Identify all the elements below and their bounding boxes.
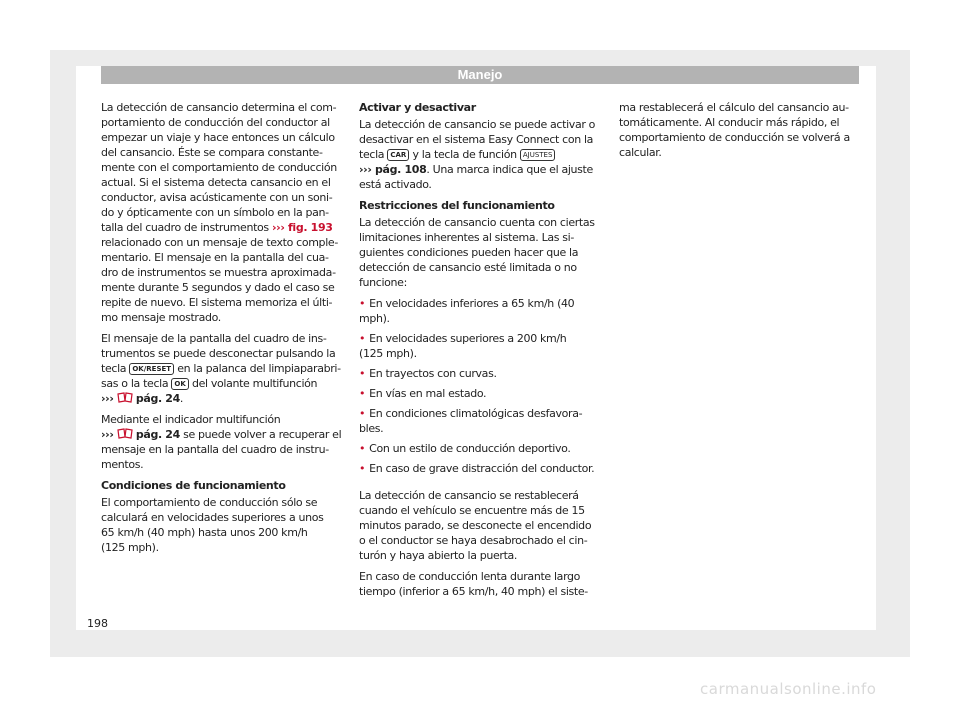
paragraph-conditions xyxy=(101,495,346,555)
bullet-icon: • xyxy=(359,462,366,475)
paragraph-continued xyxy=(619,100,864,160)
text-line xyxy=(101,220,346,235)
text-line: La detección de cansancio cuenta con ciertas xyxy=(359,216,595,229)
bullet-list xyxy=(359,296,604,476)
ok-reset-key: OK/RESET xyxy=(129,363,174,375)
text-line: cuando el vehículo se encuentre más de 15 xyxy=(359,504,585,517)
text-line: Mediante el indicador multifunción xyxy=(101,413,281,426)
text-line: empezar un viaje y hace entonces un cálculo xyxy=(101,131,335,144)
text-line: está activado. xyxy=(359,178,432,191)
ajustes-key: AJUSTES xyxy=(520,149,556,161)
text-line: En caso de conducción lenta durante largo xyxy=(359,570,581,583)
column-1 xyxy=(101,100,346,555)
text-line: calcular. xyxy=(619,146,662,159)
column-3 xyxy=(619,100,864,160)
car-key: CAR xyxy=(387,149,409,161)
page-link[interactable]: pág. 24 xyxy=(135,392,180,405)
text-fragment: del volante multifunción xyxy=(191,377,318,390)
text-line: mph). xyxy=(359,312,390,325)
ok-key: OK xyxy=(171,378,188,390)
text-fragment: tecla xyxy=(359,148,385,161)
text-fragment: En caso de grave distracción del conductor. xyxy=(369,462,595,475)
text-fragment: En velocidades inferiores a 65 km/h (40 xyxy=(369,297,575,310)
list-item xyxy=(359,441,604,456)
text-line: ››› pág. 24 se puede volver a recuperar el xyxy=(101,428,342,441)
list-item xyxy=(359,386,604,401)
text-line: portamiento de conducción del conductor al xyxy=(101,116,330,129)
text-line xyxy=(101,361,346,376)
text-fragment: En vías en mal estado. xyxy=(369,387,487,400)
page-link[interactable]: pág. 24 xyxy=(135,428,180,441)
text-line: limitaciones inherentes al sistema. Las si- xyxy=(359,231,574,244)
list-item xyxy=(359,366,604,381)
text-line: detección de cansancio esté limitada o no xyxy=(359,261,577,274)
paragraph-activate xyxy=(359,117,604,192)
text-line: comportamiento de conducción se volverá a xyxy=(619,131,850,144)
text-line: La detección de cansancio se puede activar o xyxy=(359,118,596,131)
text-line: ma restablecerá el cálculo del cansancio au- xyxy=(619,101,849,114)
bullet-icon: • xyxy=(359,332,366,345)
ref-arrows: ››› xyxy=(101,392,114,405)
text-line: mente con el comportamiento de conducción xyxy=(101,161,337,174)
text-line: turón y haya abierto la puerta. xyxy=(359,549,518,562)
text-fragment: tecla xyxy=(101,362,127,375)
text-line: (125 mph). xyxy=(359,347,417,360)
paragraph-intro xyxy=(101,100,346,325)
text-line: o el conductor se haya desabrochado el cin- xyxy=(359,534,588,547)
bullet-icon: • xyxy=(359,442,366,455)
list-item xyxy=(359,331,604,361)
text-line: La detección de cansancio se restablecerá xyxy=(359,489,579,502)
text-line: tomáticamente. Al conducir más rápido, el xyxy=(619,116,840,129)
text-fragment: se puede volver a recuperar el xyxy=(183,428,342,441)
text-line: guientes condiciones pueden hacer que la xyxy=(359,246,579,259)
column-2 xyxy=(359,100,604,599)
text-fragment: . Una marca indica que el ajuste xyxy=(426,163,593,176)
heading-restrictions: Restricciones del funcionamiento xyxy=(359,199,555,212)
paragraph-disconnect xyxy=(101,331,346,406)
section-header: Manejo xyxy=(101,66,859,84)
text-line: actual. Si el sistema detecta cansancio en el xyxy=(101,176,331,189)
text-line: desactivar en el sistema Easy Connect con la xyxy=(359,133,594,146)
text-fragment: y la tecla de función xyxy=(412,148,517,161)
watermark: carmanualsonline.info xyxy=(700,680,877,698)
text-line: (125 mph). xyxy=(101,541,159,554)
list-item xyxy=(359,406,604,436)
text-line: conductor, avisa acústicamente con un soni- xyxy=(101,191,333,204)
text-line: mente durante 5 segundos y dado el caso se xyxy=(101,281,335,294)
text-line: 65 km/h (40 mph) hasta unos 200 km/h xyxy=(101,526,308,539)
text-line xyxy=(101,376,346,391)
text-line xyxy=(359,147,604,162)
text-line: mentario. El mensaje en la pantalla del cua- xyxy=(101,251,329,264)
text-line: La detección de cansancio determina el com- xyxy=(101,101,337,114)
text-line: ››› pág. 24. xyxy=(101,392,184,405)
page-number: 198 xyxy=(87,617,108,630)
paragraph-slow-driving xyxy=(359,569,604,599)
text-line: funcione: xyxy=(359,276,407,289)
paragraph-recover xyxy=(101,412,346,472)
text-line: bles. xyxy=(359,422,384,435)
text-line: dro de instrumentos se muestra aproximada- xyxy=(101,266,336,279)
text-line: do y ópticamente con un símbolo en la pan- xyxy=(101,206,329,219)
bullet-icon: • xyxy=(359,367,366,380)
text-fragment: En trayectos con curvas. xyxy=(369,367,497,380)
book-icon xyxy=(117,427,133,439)
paragraph-restrictions xyxy=(359,215,604,290)
text-fragment: en la palanca del limpiaparabri- xyxy=(177,362,341,375)
heading-activate: Activar y desactivar xyxy=(359,101,476,114)
text-line xyxy=(359,162,604,177)
text-line: El mensaje de la pantalla del cuadro de ins- xyxy=(101,332,327,345)
text-fragment: En condiciones climatológicas desfavora- xyxy=(369,407,583,420)
bullet-icon: • xyxy=(359,407,366,420)
figure-link[interactable]: ››› fig. 193 xyxy=(271,221,333,234)
text-line: relacionado con un mensaje de texto comple- xyxy=(101,236,338,249)
bullet-icon: • xyxy=(359,387,366,400)
text-fragment: talla del cuadro de instrumentos xyxy=(101,221,269,234)
text-fragment: Con un estilo de conducción deportivo. xyxy=(369,442,571,455)
text-line: tiempo (inferior a 65 km/h, 40 mph) el siste- xyxy=(359,585,588,598)
text-line: calculará en velocidades superiores a unos xyxy=(101,511,324,524)
text-line: mentos. xyxy=(101,458,144,471)
text-line: mensaje en la pantalla del cuadro de instru- xyxy=(101,443,329,456)
heading-conditions: Condiciones de funcionamiento xyxy=(101,479,286,492)
paragraph-reset xyxy=(359,488,604,563)
page-link[interactable]: ››› pág. 108 xyxy=(359,163,427,176)
text-line: minutos parado, se desconecte el encendido xyxy=(359,519,592,532)
text-line: mo mensaje mostrado. xyxy=(101,311,221,324)
list-item xyxy=(359,296,604,326)
bullet-icon: • xyxy=(359,297,366,310)
text-line: del cansancio. Éste se compara constante- xyxy=(101,146,323,159)
text-line: trumentos se puede desconectar pulsando la xyxy=(101,347,336,360)
book-icon xyxy=(117,391,133,403)
text-fragment: sas o la tecla xyxy=(101,377,169,390)
text-fragment: En velocidades superiores a 200 km/h xyxy=(369,332,567,345)
text-line: El comportamiento de conducción sólo se xyxy=(101,496,318,509)
list-item xyxy=(359,461,604,476)
text-line: repite de nuevo. El sistema memoriza el últi- xyxy=(101,296,333,309)
